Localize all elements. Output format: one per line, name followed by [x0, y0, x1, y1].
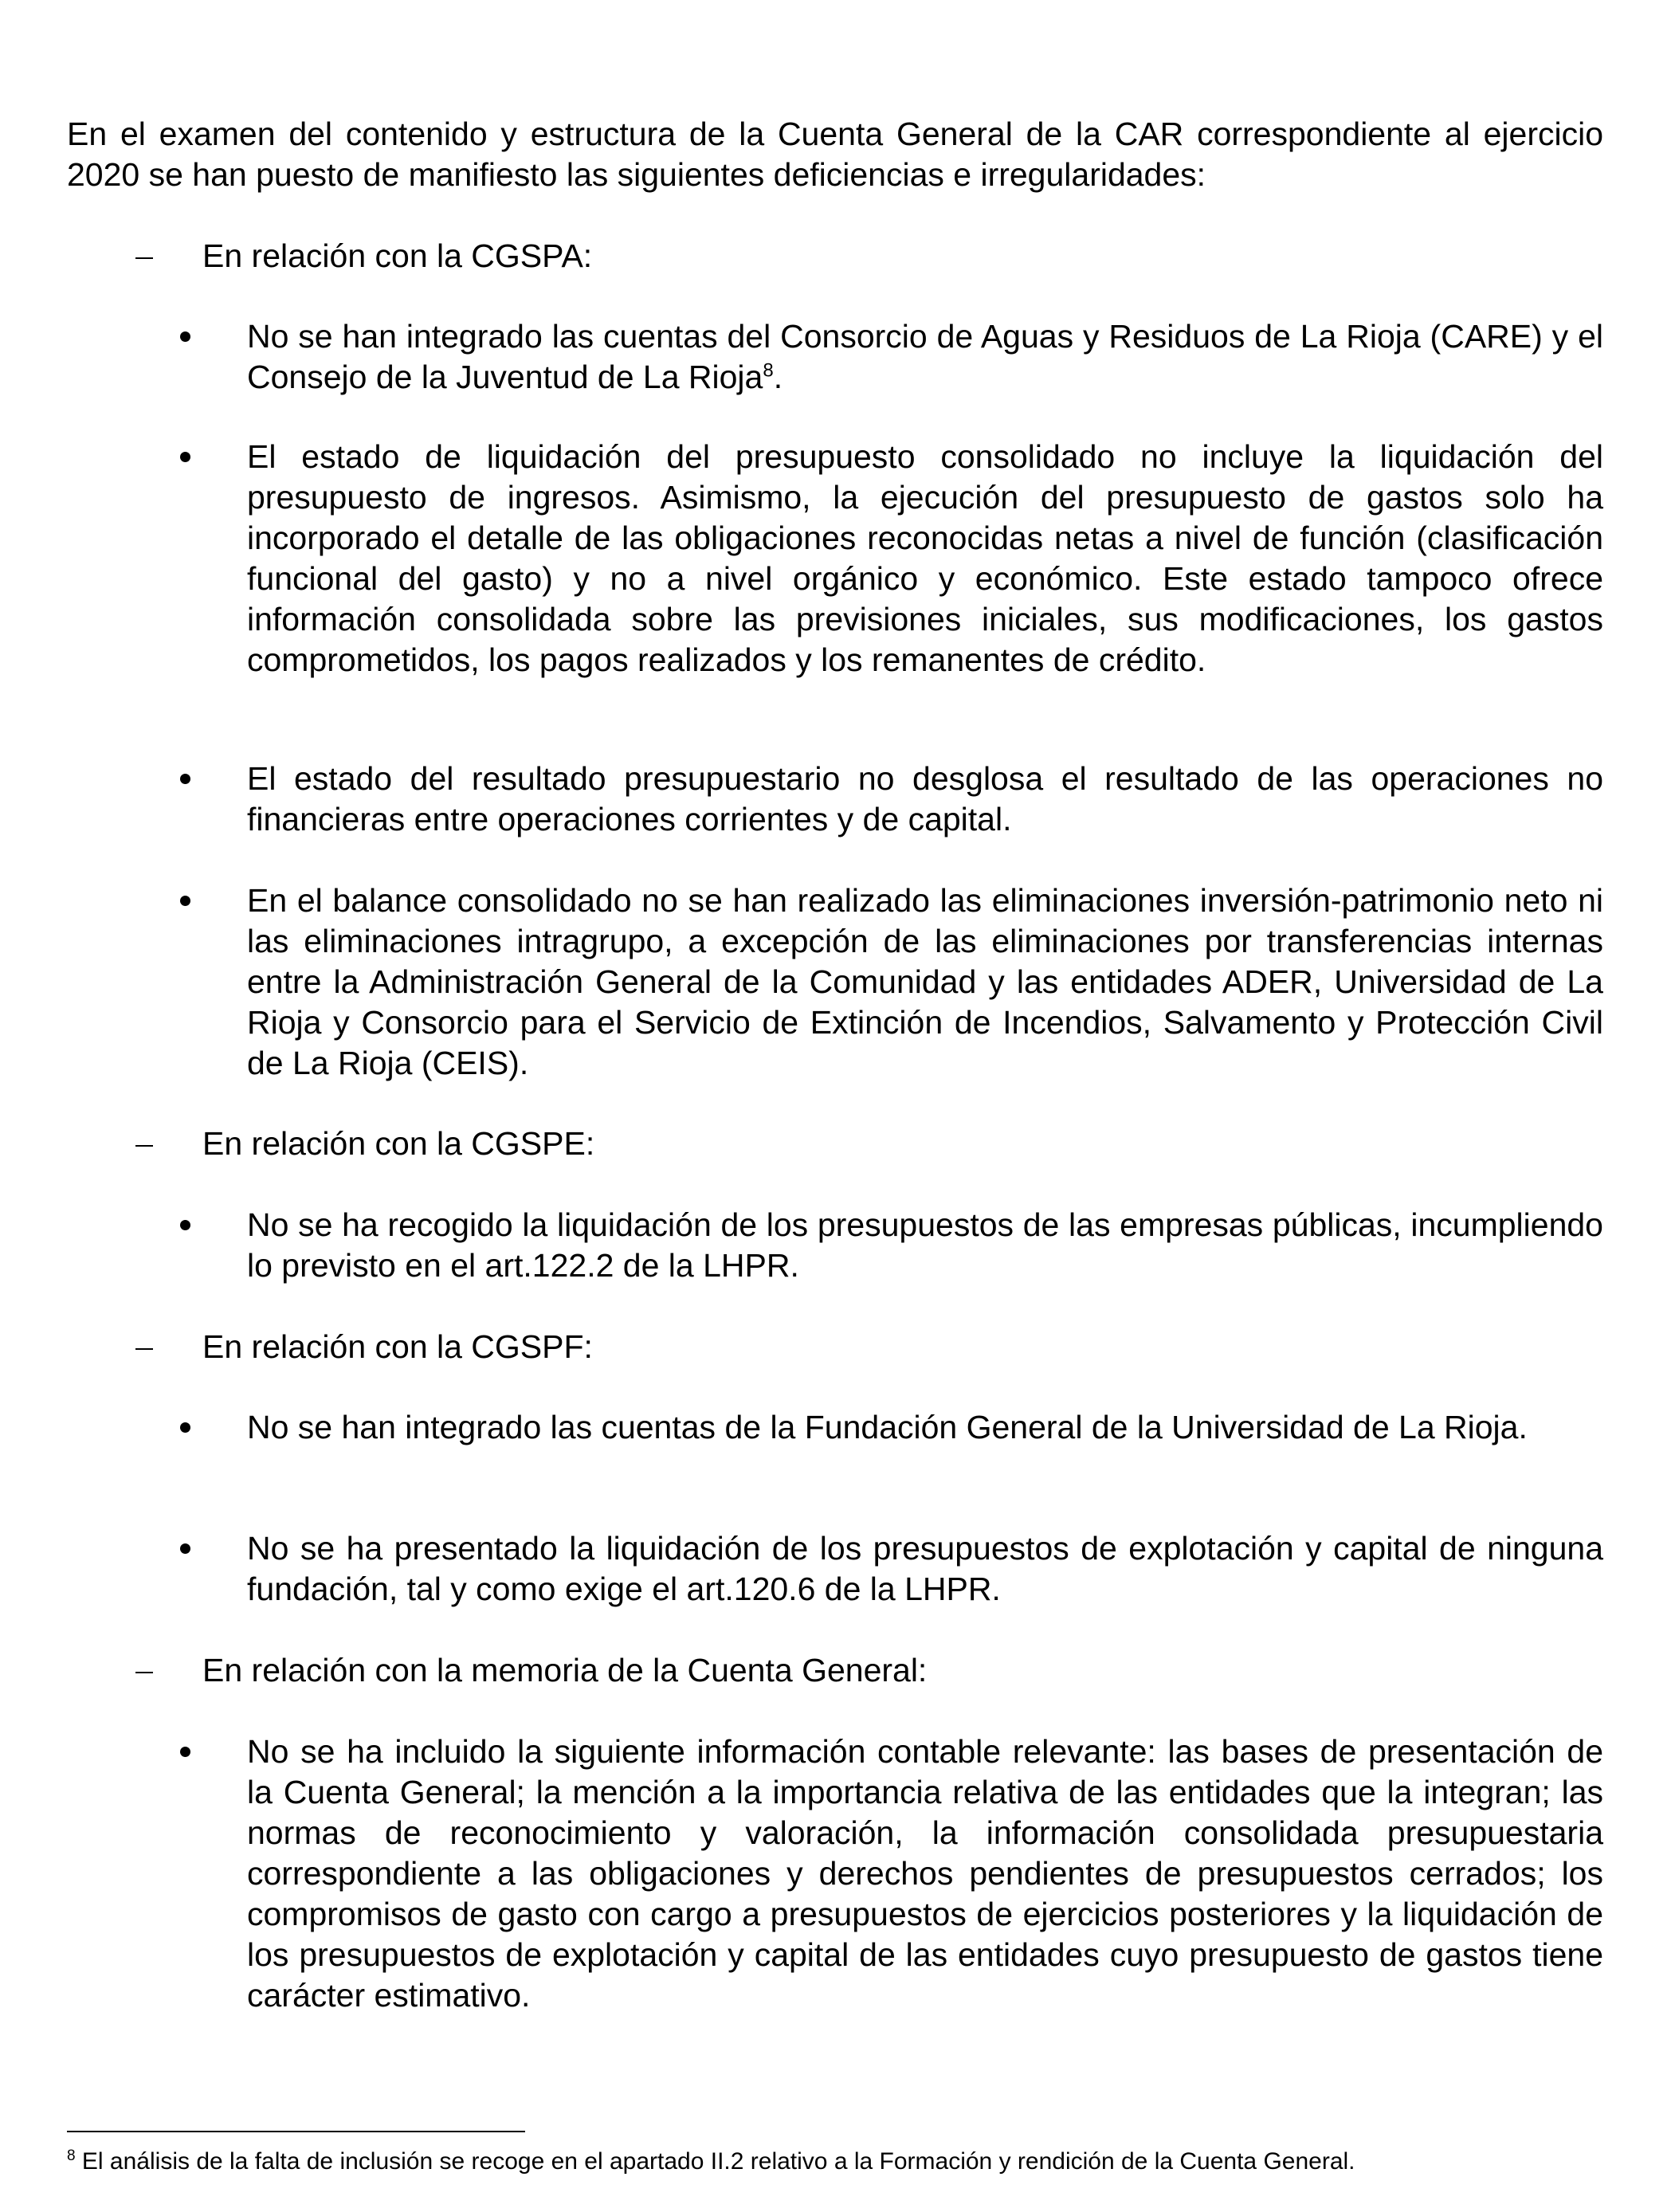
- dash-bullet-icon: [135, 1124, 156, 1164]
- section-heading-text: En relación con la memoria de la Cuenta General:: [202, 1652, 928, 1688]
- dash-bullet-icon: [135, 1650, 156, 1691]
- list-item: [247, 880, 1603, 1084]
- list-item-text: El estado del resultado presupuestario no desglosa el resultado de las operaciones no financieras entre operaciones corrientes y de capital.: [247, 760, 1603, 837]
- section-heading-text: En relación con la CGSPE:: [202, 1125, 595, 1162]
- list-item-text: No se ha incluido la siguiente información contable relevante: las bases de presentación de la Cuenta General; la mención a la importancia relativa de las entidades que la integran; las normas de reconocimiento y valoración, la información consolidada presupuestaria correspondiente a las obligaciones y derechos pendientes de presupuestos cerrados; los compromisos de gasto con cargo a presupuestos de ejercicios posteriores y la liquidación de los presupuestos de explotación y capital de las entidades cuyo presupuesto de gastos tiene carácter estimativo.: [247, 1733, 1603, 2014]
- dash-bullet-icon: [135, 1327, 156, 1367]
- list-item: [247, 316, 1603, 398]
- bullet-icon: [177, 316, 201, 357]
- section-heading-text: En relación con la CGSPF:: [202, 1328, 593, 1365]
- bullet-icon: [177, 759, 201, 799]
- bullet-icon: [177, 1732, 201, 1772]
- list-item: [247, 1528, 1603, 1610]
- bullet-icon: [177, 1205, 201, 1245]
- footnote: [67, 2146, 1613, 2178]
- bullet-icon: [177, 437, 201, 477]
- bullet-icon: [177, 1407, 201, 1448]
- list-item: [247, 1732, 1603, 2016]
- footnote-text: El análisis de la falta de inclusión se recoge en el apartado II.2 relativo a la Formación y rendición de la Cuenta General.: [81, 2148, 1355, 2175]
- intro-paragraph: En el examen del contenido y estructura de la Cuenta General de la CAR correspondiente al ejercicio 2020 se han puesto de manifiesto las siguientes deficiencias e irregularidades:: [67, 116, 1603, 193]
- footnote-separator: [67, 2131, 525, 2132]
- dash-bullet-icon: [135, 236, 156, 276]
- list-item-text: En el balance consolidado no se han realizado las eliminaciones inversión-patrimonio neto ni las eliminaciones intragrupo, a excepción de las eliminaciones por transferencias internas entre la Administración General de la Comunidad y las entidades ADER, Universidad de La Rioja y Consorcio para el Servicio de Extinción de Incendios, Salvamento y Protección Civil de La Rioja (CEIS).: [247, 882, 1603, 1081]
- list-item: [247, 437, 1603, 680]
- list-item-text: No se han integrado las cuentas del Consorcio de Aguas y Residuos de La Rioja (CARE) y el Consejo de la Juventud de La Rioja$^8$.: [247, 318, 1603, 395]
- footnote-number: 8: [67, 2147, 76, 2164]
- list-item: [247, 759, 1603, 840]
- list-item: [247, 1205, 1603, 1286]
- bullet-icon: [177, 880, 201, 921]
- list-item-text: El estado de liquidación del presupuesto consolidado no incluye la liquidación del presupuesto de ingresos. Asimismo, la ejecución del presupuesto de gastos solo ha incorporado el detalle de las obligaciones reconocidas netas a nivel de función (clasificación funcional del gasto) y no a nivel orgánico y económico. Este estado tampoco ofrece información consolidada sobre las previsiones iniciales, sus modificaciones, los gastos comprometidos, los pagos realizados y los remanentes de crédito.: [247, 438, 1603, 678]
- bullet-icon: [177, 1528, 201, 1569]
- footnote-reference: 8: [763, 359, 774, 382]
- list-item: [247, 1407, 1603, 1448]
- list-item-text: No se ha recogido la liquidación de los presupuestos de las empresas públicas, incumpliendo lo previsto en el art.122.2 de la LHPR.: [247, 1206, 1603, 1284]
- list-item-text: No se han integrado las cuentas de la Fundación General de la Universidad de La Rioja.: [247, 1409, 1528, 1445]
- section-heading-text: En relación con la CGSPA:: [202, 237, 593, 274]
- list-item-text: No se ha presentado la liquidación de los presupuestos de explotación y capital de ninguna fundación, tal y como exige el art.120.6 de la LHPR.: [247, 1530, 1603, 1607]
